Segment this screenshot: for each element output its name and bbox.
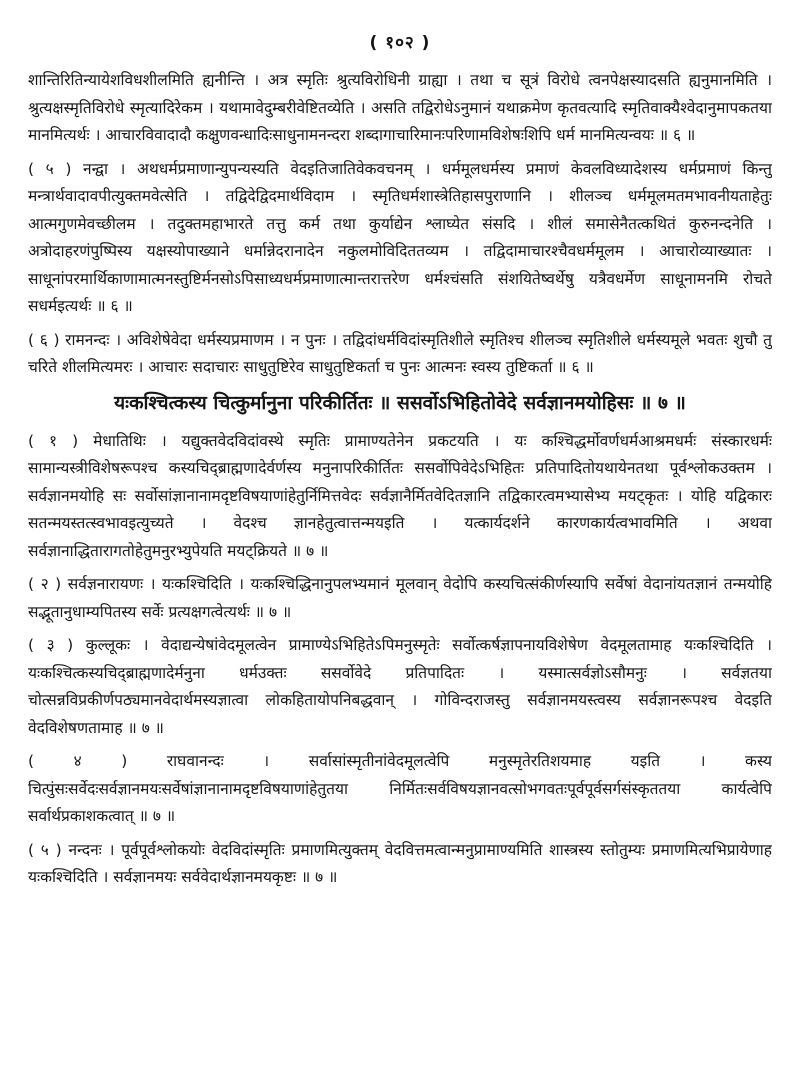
commentary-nandana: ( ५ ) नन्दनः । पूर्वपूर्वश्लोकयोः वेदविदांस्मृतिः प्रमाणमित्युक्तम् वेदवित्तमत्वान्मनुप्रामाण्यमिति शास्त्रस्य स्तोतुम्यः प्रमाणमित्यभिप्रायेणाह यःकश्चिदिति । सर्वज्ञानमयः सर्ववेदार्थज्ञानमयकृष्टः ॥ ७ ॥ bbox=[28, 840, 772, 886]
page-number: ( १०२ ) bbox=[369, 33, 431, 53]
commentary-5-nandana: ( ५ ) नन्द्वा । अथधर्मप्रमाणान्युपन्यस्यति वेदइतिजातिवेकवचनम् । धर्ममूलधर्मस्य प्रमाणं केवलविध्यादेशस्य धर्मप्रमाणं किन्तु मन्त्रार्थवादावपीत्युक्तमवेत्सेति । तद्विदेद्विदमार्थविदाम । स्मृतिधर्मशास्त्रेतिहासपुराणानि । शीलञ्च धर्ममूलमतमभावनीयताहेतुः आत्मगुणमेवच्छीलम । तदुक्तमहाभारते तत्तु कर्म तथा कुर्याद्येन श्लाघ्येत संसदि । शीलं समासेनैतत्कथितं कुरुनन्दनेति । अत्रोदाहरणंपुष्पिस्य यक्षस्योपाख्याने धर्मान्नेदरानादेन नकुलमोविदिततव्यम । तद्विदामाचारश्चैवधर्ममूलम । आचारोव्याख्यातः । साधूनांपरमार्थिकाणामात्मनस्तुष्टिर्मनसोऽपिसाध्यधर्मप्रमाणात्मान्तरात्तरेण धर्मश्चंसति संशयितेष्वर्थेषु यत्रैवधर्मेण साधूनामनमि रोचते सधर्मइत्यर्थः ॥ ६ ॥ bbox=[28, 159, 772, 315]
commentary-section bbox=[28, 428, 772, 892]
intro-paragraph: शान्तिरितिन्यायेशविधशीलमिति ह्यनीन्ति । अत्र स्मृतिः श्रुत्यविरोधिनी ग्राह्या । तथा च सूत्रं विरोधे त्वनपेक्षस्यादसति ह्यनुमानमिति । श्रुत्यक्षस्मृतिविरोधे स्मृत्यादिरेकम । यथामावेदुम्बरीवेष्टितव्येति । असति तद्विरोधेऽनुमानं यथाक्रमेण कृतवत्यादि स्मृतिवाक्यैश्वेदानुमापकतया मानमित्यर्थः । आचारविवादादौ कक्षुणवन्धादिःसाधुनामनन्दरा शब्दागाचारिमानःपरिणामविशेषःशिपि धर्म मानमित्यन्वयः ॥ ६ ॥ bbox=[28, 71, 772, 144]
commentary-medhatithi: ( १ ) मेधातिथिः । यद्युक्तवेदविदांवस्थे स्मृतिः प्रामाण्यतेनेन प्रकटयति । यः कश्चिद्धर्मोवर्णधर्मआश्रमधर्मः संस्कारधर्मः सामान्यस्त्रीविशेषरूपश्च कस्यचिद्ब्राह्मणादेर्वर्णस्य मनुनापरिकीर्तितः ससर्वोपिवेदेऽभिहितः प्रतिपादितोयथायेनतथा पूर्वश्लोकउक्तम । सर्वज्ञानमयोहि सः सर्वोसांज्ञानानामदृष्टविषयाणांहेतुर्निमित्तवेदः सर्वज्ञानैर्मितवेदितज्ञानि तद्विकारत्वमभ्यासेभ्य मयट्कृतः । योहि यद्विकारः सतन्मयस्तत्स्वभावइत्युच्यते । वेदश्च ज्ञानहेतुत्वात्तन्मयइति । यत्कार्यदर्शने कारणकार्यत्वभावमिति । अथवा सर्वज्ञानाद्धितारागतोहेतुमनुरभ्युपेयति मयट्क्रियते ॥ ७ ॥ bbox=[28, 431, 772, 560]
manuscript-page bbox=[28, 30, 772, 1060]
commentary-kulluka: ( ३ ) कुल्लूकः । वेदाद्यन्येषांवेदमूलत्वेन प्रामाण्येऽभिहितेऽपिमनुस्मृतेः सर्वोत्कर्षज्ञापनायविशेषेण वेदमूलतामाह यःकश्चिदिति । यःकश्चित्कस्यचिद्ब्राह्मणादेर्मनुना धर्मउक्तः ससर्वोवेदे प्रतिपादितः । यस्मात्सर्वज्ञोऽसौमनुः । सर्वज्ञतया चोत्सन्नविप्रकीर्णपठ्यमानवेदार्थमस्यज्ञात्वा लोकहितायोपनिबद्धवान् । गोविन्दराजस्तु सर्वज्ञानमयस्त्वस्य सर्वज्ञानरूपश्च वेदइति वेदविशेषणतामाह ॥ ७ ॥ bbox=[28, 636, 772, 737]
verse-heading: यःकश्चित्कस्य चित्कुर्मानुना परिकीर्तितः ॥ ससर्वोऽभिहितोवेदे सर्वज्ञानमयोहिसः ॥ ७ ॥ bbox=[114, 391, 686, 414]
commentary-sarvajna-narayana: ( २ ) सर्वज्ञनारायणः । यःकश्चिदिति । यःकश्चिद्धिनानुपलभ्यमानं मूलवान् वेदोपि कस्यचित्संकीर्णस्यापि सर्वेषां वेदानांयतज्ञानं तन्मयोहि सद्भूतानुधाम्यपितस्य सर्वेः प्रत्यक्षगत्वेत्यर्थः ॥ ७ ॥ bbox=[28, 575, 772, 621]
commentary-raghavananda: ( ४ ) राघवानन्दः । सर्वासांस्मृतीनांवेदमूलत्वेपि मनुस्मृतेरतिशयमाह यइति । कस्य चित्पुंसःसर्वेदःसर्वज्ञानमयःसर्वेषांज्ञानानामदृष्टविषयाणांहेतुतया निर्मितःसर्वविषयज्ञानवत्सोभगवतःपूर्वपूर्वसर्गसंस्कृततया कार्यत्वेपि सर्वार्थप्रकाशकत्वात् ॥ ७ ॥ bbox=[28, 752, 772, 825]
commentary-6-ramananda: ( ६ ) रामनन्दः । अविशेषेवेदा धर्मस्यप्रमाणम । न पुनः । तद्विदांधर्मविदांस्मृतिशीले स्मृतिश्च शीलञ्च स्मृतिशीले धर्मस्यमूले भवतः शुचौ तु चरिते शीलमित्यमरः । आचारः सदाचारः साधुतुष्टिरेव साधुतुष्टिकर्ता च पुनः आत्मनः स्वस्य तुष्टिकर्ता ॥ ६ ॥ bbox=[28, 330, 772, 376]
